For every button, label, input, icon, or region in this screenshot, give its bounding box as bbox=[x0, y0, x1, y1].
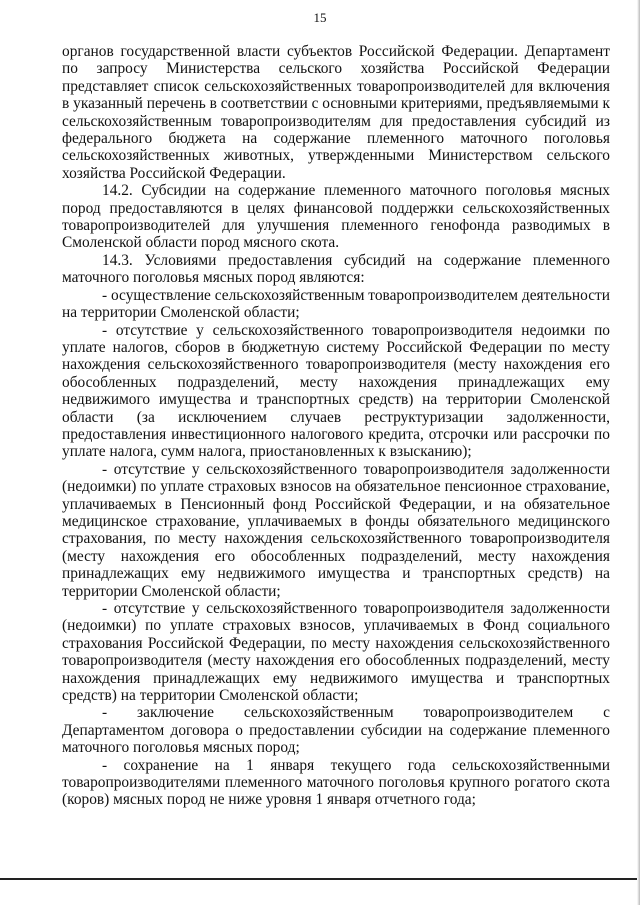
condition-contract: - заключение сельскохозяйственным товаропроизводителем с Департаментом договора о предоставлении субсидии на содержание племенного маточного поголовья мясных пород; bbox=[62, 704, 610, 757]
condition-livestock-level: - сохранение на 1 января текущего года сельскохозяйственными товаропроизводителями племенного маточного поголовья крупного рогатого скота (коров) мясных пород не ниже уровня 1 января отчетного года; bbox=[62, 756, 610, 809]
paragraph-1: органов государственной власти субъектов Российской Федерации. Департамент по запросу Министерства сельского хозяйства Российской Федерации представляет список сельскохозяйственных товаропроизводителей для включения в указанный перечень в соответствии с основными критериями, предъявляемыми к сельскохозяйственным товаропроизводителям для предоставления субсидий из федерального бюджета на содержание племенного маточного поголовья сельскохозяйственных животных, утвержденными Министерством сельского хозяйства Российской Федерации. bbox=[62, 43, 610, 182]
bottom-scan-rule bbox=[0, 878, 640, 880]
paragraph-14-2: 14.2. Субсидии на содержание племенного маточного поголовья мясных пород предоставляются в целях финансовой поддержки сельскохозяйственных товаропроизводителей для улучшения племенного генофонда разводимых в Смоленской области пород мясного скота. bbox=[62, 182, 610, 252]
paragraph-14-3: 14.3. Условиями предоставления субсидий на содержание племенного маточного поголовья мясных пород являются: bbox=[62, 251, 610, 287]
condition-tax-arrears: - отсутствие у сельскохозяйственного товаропроизводителя недоимки по уплате налогов, сборов в бюджетную систему Российской Федерации по месту нахождения сельскохозяйственного товаропроизводителя (месту нахождения его обособленных подразделений, месту нахождения принадлежащих ему недвижимого имущества и транспортных средств) на территории Смоленской области (за исключением случаев реструктуризации задолженности, предоставления инвестиционного налогового кредита, отсрочки или рассрочки по уплате налога, сумм налога, приостановленных к взысканию); bbox=[62, 321, 610, 461]
document-body bbox=[62, 43, 610, 809]
condition-pension-medical-arrears: - отсутствие у сельскохозяйственного товаропроизводителя задолженности (недоимки) по уплате страховых взносов на обязательное пенсионное страхование, уплачиваемых в Пенсионный фонд Российской Федерации, и на обязательное медицинское страхование, уплачиваемых в фонды обязательного медицинского страхования, по месту нахождения сельскохозяйственного товаропроизводителя (месту нахождения его обособленных подразделений, месту нахождения принадлежащих ему недвижимого имущества и транспортных средств) на территории Смоленской области; bbox=[62, 460, 610, 600]
condition-activity: - осуществление сельскохозяйственным товаропроизводителем деятельности на территории Смоленской области; bbox=[62, 286, 610, 322]
page-number: 15 bbox=[313, 10, 327, 25]
condition-social-insurance-arrears: - отсутствие у сельскохозяйственного товаропроизводителя задолженности (недоимки) по уплате страховых взносов, уплачиваемых в Фонд социального страхования Российской Федерации, по месту нахождения сельскохозяйственного товаропроизводителя (месту нахождения его обособленных подразделений, месту нахождения принадлежащих ему недвижимого имущества и транспортных средств) на территории Смоленской области; bbox=[62, 600, 610, 705]
